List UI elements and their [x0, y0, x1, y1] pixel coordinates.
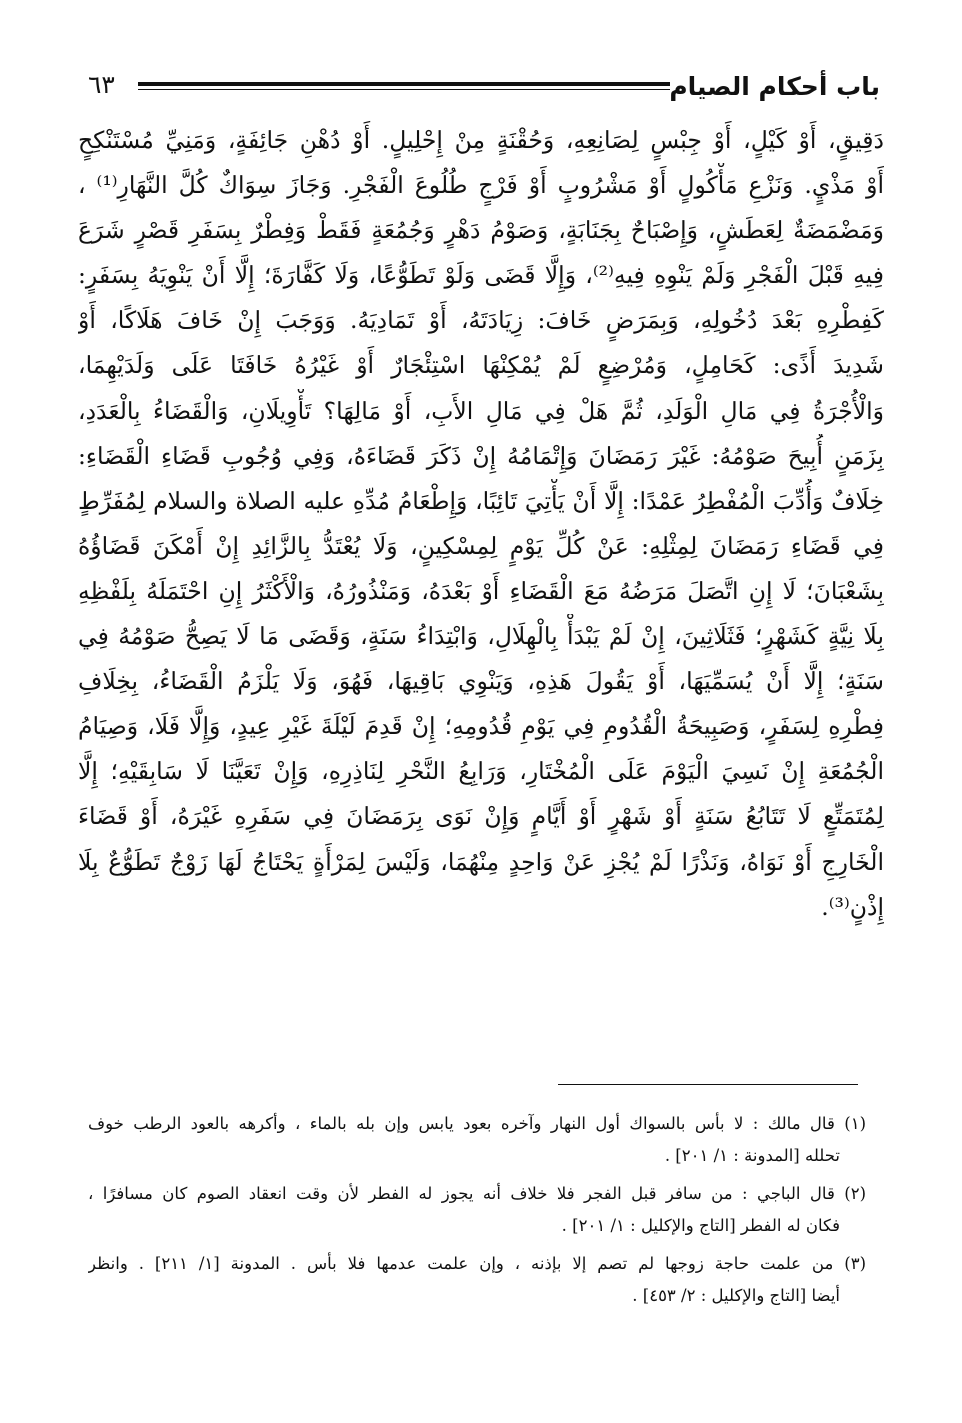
footnotes [88, 1108, 866, 1318]
footnote-line: أيضا [التاج والإكليل : ٢/ ٤٥٣] . [632, 1286, 840, 1305]
text-line: الْخَارِجِ أَوْ نَوَاهُ، وَنَذْرًا لَمْ يُجْزِ عَنْ وَاحِدٍ مِنْهُمَا، وَلَيْسَ لِمَرْأَةٍ يَحْتَاجُ لَهَا زَوْجٌ تَطَوُّعٌ بِلَا [78, 847, 884, 876]
chapter-title: باب أحكام الصيام [669, 72, 880, 101]
text-line: خِلَافٌ وَأُدِّبَ الْمُفْطِرُ عَمْدًا: إِلَّا أَنْ يَأْتِيَ تَائِبًا، وَإِطْعَامُ مُدِّهِ عليه الصلاة والسلام لِمُفَرِّطٍ [78, 486, 884, 515]
footnote [88, 1248, 866, 1312]
text-line: شَدِيدَ أَذًى: كَحَامِلٍ، وَمُرْضِعٍ لَمْ يُمْكِنْهَا اسْتِئْجَارٌ أَوْ غَيْرُهُ خَافَتَا عَلَى وَلَدَيْهِمَا، [78, 351, 884, 380]
footnote-line: تحلله [المدونة : ١/ ٢٠١] . [664, 1146, 840, 1165]
text-line: إِذْنٍ⁽³⁾. [821, 892, 884, 921]
text-line: فِي قَضَاءِ رَمَضَانَ لِمِثْلِهِ: عَنْ كُلِّ يَوْمٍ لِمِسْكِينٍ، وَلَا يُعْتَدُّ بِالزَّائِدِ إِنْ أَمْكَنَ قَضَاؤُهُ [78, 531, 884, 560]
footnote-line: فكان له الفطر [التاج والإكليل : ١/ ٢٠١] . [561, 1216, 840, 1235]
text-line: وَالْأُجْرَةُ فِي مَالِ الْوَلَدِ، ثُمَّ هَلْ فِي مَالِ الأَبِ، أَوْ مَالِهَا؟ تَأْوِيلَانِ، وَالْقَضَاءُ بِالْعَدَدِ، [78, 396, 884, 425]
footnote-line: (١) قال مالك : لا بأس بالسواك أول النهار وآخره بعود يابس وإن بله بالماء ، وأكرهه بالعود الرطب خوف [88, 1114, 866, 1133]
header-rule [138, 82, 670, 90]
text-line: أَوْ مَذْيٍ. وَنَزْعِ مَأْكُولٍ أَوْ مَشْرُوبٍ أَوْ فَرْجٍ طُلُوعَ الْفَجْرِ. وَجَازَ سِوَاكٌ كُلَّ النَّهَارِ⁽¹⁾ ، [78, 171, 884, 200]
text-line: لِمُتَمَتِّعٍ لَا تَتَابُعُ سَنَةٍ أَوْ شَهْرٍ أَوْ أَيَّامٍ وَإِنْ نَوَى بِرَمَضَانَ فِي سَفَرِهِ غَيْرَهُ، أَوْ قَضَاءَ [78, 802, 884, 831]
text-line: فِطْرِهِ لِسَفَرٍ، وَصَبِيحَةُ الْقُدُومِ فِي يَوْمِ قُدُومِهِ؛ إِنْ قَدِمَ لَيْلَةَ غَيْرِ عِيدٍ، وَإِلَّا فَلَا، وَصِيَامُ [78, 712, 884, 741]
footnote-separator [558, 1084, 858, 1085]
text-line: كَفِطْرِهِ بَعْدَ دُخُولِهِ، وَبِمَرَضٍ خَافَ: زِيَادَتَهُ، أَوْ تَمَادِيَهُ. وَوَجَبَ إِنْ خَافَ هَلَاكًا، أَوْ [78, 306, 884, 335]
text-line: الْجُمُعَةِ إِنْ نَسِيَ الْيَوْمَ عَلَى الْمُخْتَارِ، وَرَابِعُ النَّحْرِ لِنَاذِرِهِ، وَإِنْ تَعَيَّنَا لَا سَابِقَيْهِ؛ إِلَّا [78, 757, 884, 786]
running-header [88, 68, 880, 112]
footnote [88, 1108, 866, 1172]
text-line: بِلَا نِيَّةٍ كَشَهْرٍ؛ فَثَلَاثِينَ، إِنْ لَمْ يَبْدَأْ بِالْهِلَالِ، وَابْتِدَاءُ سَنَةٍ، وَقَضَى مَا لَا يَصِحُّ صَوْمُهُ فِي [78, 622, 884, 651]
text-line: دَقِيقٍ، أَوْ كَيْلٍ، أَوْ جِبْسٍ لِصَانِعِهِ، وَحُقْنَةٍ مِنْ إِحْلِيلٍ. أَوْ دُهْنِ جَائِفَةٍ، وَمَنِيِّ مُسْتَنْكِحٍ [78, 126, 884, 154]
footnote-line: (٢) قال الباجي : من سافر قبل الفجر فلا خلاف أنه يجوز له الفطر لأن وقت انعقاد الصوم كان مسافرًا ، [88, 1184, 866, 1203]
text-line: بِزَمَنٍ أُبِيحَ صَوْمُهُ: غَيْرَ رَمَضَانَ وَإِتْمَامُهُ إِنْ ذَكَرَ قَضَاءَهُ، وَفِي وُجُوبِ قَضَاءِ الْقَضَاءِ: [78, 441, 884, 470]
text-line: بِشَعْبَانَ؛ لَا إِنِ اتَّصَلَ مَرَضُهُ مَعَ الْقَضَاءِ أَوْ بَعْدَهُ، وَمَنْذُورُهُ، وَالْأَكْثَرُ إِنِ احْتَمَلَهُ بِلَفْظِهِ [78, 576, 884, 605]
footnote [88, 1178, 866, 1242]
page-number: ٦٣ [88, 70, 115, 99]
text-line: فِيهِ قَبْلَ الْفَجْرِ وَلَمْ يَنْوِهِ فِيهِ⁽²⁾، وَإِلَّا قَضَى وَلَوْ تَطَوُّعًا، وَلَا كَفَّارَةَ؛ إِلَّا أَنْ يَنْوِيَهُ بِسَفَرٍ: [78, 261, 884, 290]
footnote-line: (٣) من علمت حاجة زوجها لم تصم إلا بإذنه ، وإن علمت عدمها فلا بأس . المدونة [١/ ٢١١] . وانظر [88, 1254, 866, 1273]
text-line: سَنَةٍ؛ إِلَّا أَنْ يُسَمِّيَهَا، أَوْ يَقُولَ هَذِهِ، وَيَنْوِي بَاقِيهَا، فَهُوَ، وَلَا يَلْزَمُ الْقَضَاءُ، بِخِلَافِ [78, 667, 884, 696]
text-line: وَمَضْمَضَةٌ لِعَطَشٍ، وَإِصْبَاحٌ بِجَنَابَةٍ، وَصَوْمُ دَهْرٍ وَجُمُعَةٍ فَقَطْ وَفِطْرٌ بِسَفَرِ قَصْرٍ شَرَعَ [78, 216, 884, 245]
main-text [78, 118, 884, 930]
